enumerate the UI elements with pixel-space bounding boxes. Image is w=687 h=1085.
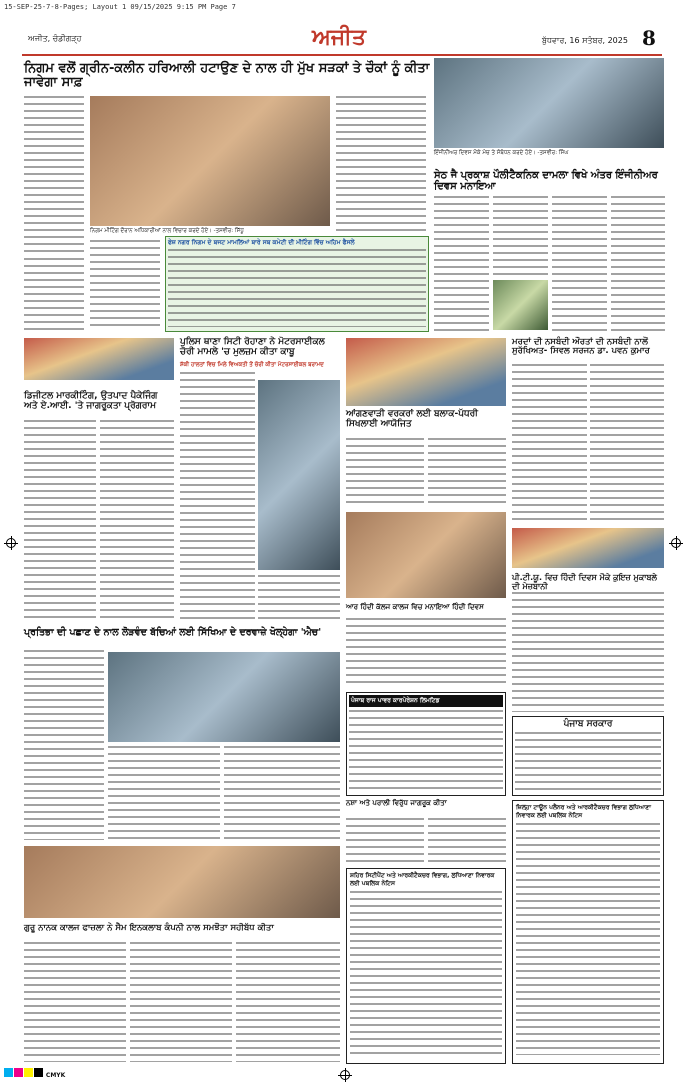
women-body-col-2 — [590, 364, 664, 524]
print-slug: 15-SEP-25-7-8-Pages; Layout 1 09/15/2025 9:15 PM Page 7 — [4, 3, 236, 11]
police-headline: ਪੁਲਿਸ ਥਾਣਾ ਸਿਟੀ ਰੋਹਾਣਾ ਨੇ ਮੋਟਰਸਾਈਕਲ ਚੋਰੀ ਮਾਮਲੇ 'ਚ ਮੁਲਜ਼ਮ ਕੀਤਾ ਕਾਬੂ — [180, 337, 325, 357]
small-body-col-1 — [346, 818, 424, 864]
anganwadi-headline: ਆਂਗਣਵਾੜੀ ਵਰਕਰਾਂ ਲਈ ਬਲਾਕ-ਪੱਧਰੀ ਸਿਖਲਾਈ ਆਯੋਜਿਤ — [346, 409, 478, 429]
right-top-caption: ਇੰਜੀਨੀਅਰ ਦਿਵਸ ਮੌਕੇ ਮੰਚ ਤੇ ਸੰਬੋਧਨ ਕਰਦੇ ਹੋਏ। -ਤਸਵੀਰ: ਸਿੰਘ — [434, 150, 569, 156]
anganwadi-group-photo — [346, 512, 506, 598]
small-headline: ਨਸ਼ਾ ਅਤੇ ਪਰਾਲੀ ਵਿਰੁੱਧ ਜਾਗਰੂਕ ਕੀਤਾ — [346, 799, 447, 807]
newspaper-logo: ਅਜੀਤ — [312, 24, 366, 50]
sarkar-title: ਪੰਜਾਬ ਸਰਕਾਰ — [563, 719, 613, 729]
talent-body-col-2 — [108, 746, 220, 840]
talent-headline: ਪ੍ਰਤਿਭਾ ਦੀ ਪਛਾਣ ਦੇ ਨਾਲ ਲੋੜਵੰਦ ਬੱਚਿਆਂ ਲਈ ਸਿੱਖਿਆ ਦੇ ਦਰਵਾਜ਼ੇ ਖੋਲ੍ਹੇਗਾ 'ਐਚ' — [24, 627, 322, 638]
right-top-photo — [434, 58, 664, 148]
women-photo — [512, 528, 664, 568]
registration-mark-left — [6, 538, 16, 548]
digital-photo — [24, 338, 174, 380]
pt-body — [512, 592, 664, 712]
issue-date: ਬੁੱਧਵਾਰ, 16 ਸਤੰਬਰ, 2025 — [542, 36, 628, 45]
highlight-box — [165, 236, 429, 332]
digital-headline: ਡਿਜੀਟਲ ਮਾਰਕੀਟਿੰਗ, ਉਤਪਾਦ ਪੈਕੇਜਿੰਗ ਅਤੇ ਏ.ਆਈ. 'ਤੇ ਜਾਗਰੂਕਤਾ ਪ੍ਰੋਗਰਾਮ — [24, 391, 158, 411]
right-top-body-col-1 — [434, 196, 489, 331]
digital-body-col-2 — [100, 420, 174, 620]
police-body-col-1 — [180, 372, 255, 622]
guru-photo — [24, 846, 340, 918]
anganwadi-body-col-2 — [428, 438, 506, 508]
sarkar-notice — [512, 716, 664, 796]
sarkar-body — [515, 732, 661, 794]
powercom-body — [349, 710, 503, 794]
guru-body-col-2 — [130, 942, 232, 1062]
anganwadi-body-col-1 — [346, 438, 424, 508]
registration-mark-bottom — [340, 1070, 350, 1080]
lead-headline: ਨਿਗਮ ਵਲੋਂ ਗ੍ਰੀਨ-ਕਲੀਨ ਹਰਿਆਲੀ ਹਟਾਉਣ ਦੇ ਨਾਲ ਹੀ ਮੁੱਖ ਸੜਕਾਂ ਤੇ ਚੌਕਾਂ ਨੂੰ ਕੀਤਾ ਜਾਵੇਗਾ ਸਾਫ਼ — [24, 61, 430, 91]
tender-left-body — [350, 891, 502, 1055]
tender-right-title: ਜ਼ਿਲ੍ਹਾ ਟਾਊਨ ਪਲੈਨਰ ਅਤੇ ਆਰਕੀਟੈਕਚਰ ਵਿਭਾਗ ਲੁਧਿਆਣਾ ਨਿਵਾਰਕ ਲਈ ਪਬਲਿਕ ਨੋਟਿਸ — [516, 804, 651, 819]
police-body-col-2 — [258, 575, 340, 623]
tender-left-title: ਸ਼ਹਿਰ ਸਿਟੀਪੈਂਟ ਅਤੇ ਆਰਕੀਟੈਕਚਰ ਵਿਭਾਗ, ਲੁਧਿਆਣਾ ਨਿਵਾਰਕ ਲਈ ਪਬਲਿਕ ਨੋਟਿਸ — [350, 872, 495, 887]
highlight-box-body — [168, 249, 426, 327]
women-headline: ਮਰਦਾਂ ਦੀ ਨਸਬੰਦੀ ਔਰਤਾਂ ਦੀ ਨਸਬੰਦੀ ਨਾਲੋਂ ਸੁਰੱਖਿਅਤ- ਸਿਵਲ ਸਰਜਨ ਡਾ. ਪਵਨ ਕੁਮਾਰ — [512, 337, 650, 357]
guru-body-col-1 — [24, 942, 126, 1062]
women-body-col-1 — [512, 364, 587, 524]
guru-headline: ਗੁਰੂ ਨਾਨਕ ਕਾਲਜ ਫਾਜ਼ਲਾ ਨੇ ਸੈਮ ਇਨਕਲਾਬ ਕੰਪਨੀ ਨਾਲ ਸਮਝੌਤਾ ਸਹੀਬੱਧ ਕੀਤਾ — [24, 923, 274, 933]
right-top-headline: ਸੇਠ ਜੈ ਪ੍ਰਕਾਸ਼ ਪੌਲੀਟੈਕਨਿਕ ਦਾਮਲਾ ਵਿਖੇ ਅੰਤਰ ਇੰਜੀਨੀਅਰ ਦਿਵਸ ਮਨਾਇਆ — [434, 170, 658, 192]
cmyk-label: CMYK — [45, 1072, 66, 1079]
highlight-box-title: ਫੇਜ਼ ਨਗਰ ਨਿਗਮ ਦੇ ਬਜਟ ਮਾਮਲਿਆਂ ਬਾਰੇ ਸਬ ਕਮੇਟੀ ਦੀ ਮੀਟਿੰਗ ਵਿੱਚ ਅਹਿਮ ਫੈਸਲੇ — [168, 239, 355, 246]
registration-mark-right — [671, 538, 681, 548]
tender-right-notice — [512, 800, 664, 1064]
tender-left-notice — [346, 868, 506, 1064]
small-body-col-2 — [428, 818, 506, 864]
lead-body-col-3 — [24, 258, 84, 330]
powercom-notice — [346, 692, 506, 796]
masthead — [22, 22, 662, 56]
pt-headline: ਪੀ.ਟੀ.ਯੂ. ਵਿਚ ਹਿੰਦੀ ਦਿਵਸ ਮੌਕੇ ਕੁਇਜ਼ ਮੁਕਾਬਲੇ ਦੀ ਮੇਜ਼ਬਾਨੀ — [512, 573, 657, 591]
page-number: 8 — [642, 26, 656, 50]
cmyk-strip — [4, 1068, 65, 1079]
police-photo — [258, 380, 340, 570]
powercom-title: ਪੰਜਾਬ ਰਾਜ ਪਾਵਰ ਕਾਰਪੋਰੇਸ਼ਨ ਲਿਮਟਿਡ — [349, 695, 503, 707]
guru-body-col-3 — [236, 942, 340, 1062]
talent-photo — [108, 652, 340, 742]
right-top-small-photo — [493, 280, 548, 330]
lead-photo — [90, 96, 330, 226]
talent-body-col-1 — [24, 650, 104, 840]
anganwadi-photo — [346, 338, 506, 406]
lead-body-col-2 — [336, 96, 426, 241]
right-top-body-col-2 — [493, 196, 548, 276]
tender-right-body — [516, 823, 660, 1055]
digital-body-col-1 — [24, 420, 96, 620]
hindi-headline: ਆਰ ਹਿੰਦੀ ਕੱਲਜ ਕਾਲਜ ਵਿਚ ਮਨਾਇਆ ਹਿੰਦੀ ਦਿਵਸ — [346, 603, 484, 611]
police-subhead: ਸ਼ੱਕੀ ਹਾਲਤਾਂ ਵਿਚ ਮਿਲੇ ਵਿਅਕਤੀ ਤੋਂ ਚੋਰੀ ਕੀਤਾ ਮੋਟਰਸਾਈਕਲ ਬਰਾਮਦ — [180, 362, 324, 368]
right-top-body-col-3 — [552, 196, 607, 331]
right-top-body-col-4 — [611, 196, 665, 331]
lead-body-col-1 — [24, 96, 84, 256]
lead-body-col-4 — [90, 240, 160, 330]
hindi-body — [346, 618, 506, 688]
lead-caption: ਨਿਗਮ ਮੀਟਿੰਗ ਦੌਰਾਨ ਅਧਿਕਾਰੀਆਂ ਨਾਲ ਵਿਚਾਰ ਕਰਦੇ ਹੋਏ। -ਤਸਵੀਰ: ਸਿੱਧੂ — [90, 228, 244, 234]
edition-label: ਅਜੀਤ, ਚੰਡੀਗੜ੍ਹ — [28, 34, 82, 43]
talent-body-col-3 — [224, 746, 340, 840]
